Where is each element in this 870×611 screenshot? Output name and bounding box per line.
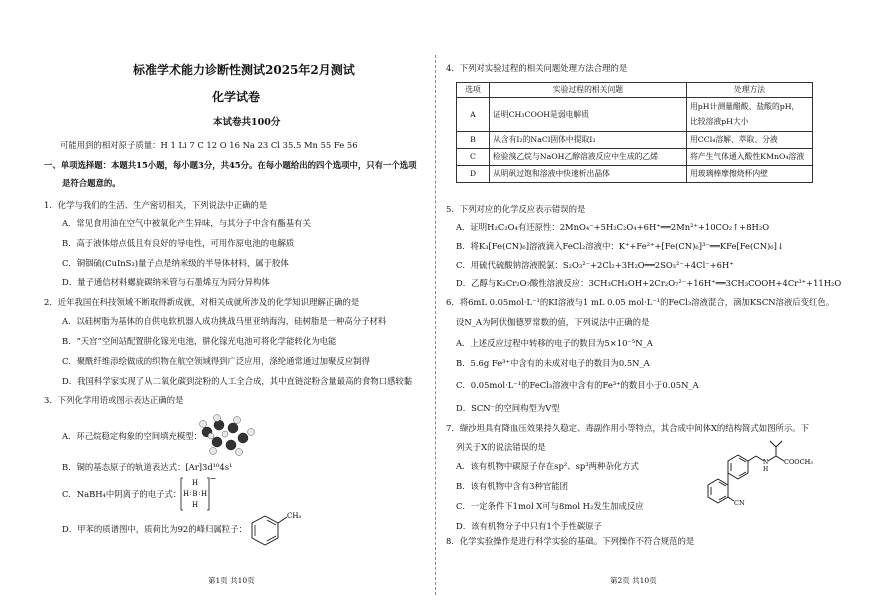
- amine-h: H: [763, 466, 769, 473]
- q4-row-b-method: 用CCl₄溶解、萃取、分液: [687, 132, 813, 149]
- q6-option-c: C．0.05mol·L⁻¹的FeCl₃溶液中含有的Fe³⁺的数目小于0.05N_A: [456, 380, 699, 390]
- q1-option-d: D．量子通信材料螺旋碳纳米管与石墨烯互为同分异构体: [62, 277, 270, 287]
- q7-option-c: C．一定条件下1mol X可与8mol H₂发生加成反应: [456, 501, 644, 511]
- bh4-b: B: [192, 490, 198, 498]
- borohydride-electron-formula: [180, 476, 220, 512]
- q3-option-b: B．铜的基态原子的轨道表达式：[Ar]3d¹⁰4s¹: [62, 462, 233, 472]
- exam-title: 标准学术能力诊断性测试2025年2月测试: [133, 63, 355, 77]
- q4-table: [456, 82, 813, 183]
- q6-option-d: D．SCN⁻的空间构型为V型: [456, 403, 560, 413]
- q4-row-d-option: D: [457, 166, 490, 183]
- q4-row-a-method-line1: 用pH计测量醋酸、盐酸的pH，: [690, 102, 800, 111]
- q4-row-a-method: [687, 98, 813, 132]
- page-divider: [435, 55, 436, 595]
- cyano-group: CN: [734, 499, 745, 507]
- ester-group: COOCH₃: [784, 458, 813, 466]
- q4-col-method: 处理方法: [687, 83, 813, 98]
- score-note: 本试卷共100分: [213, 117, 281, 128]
- bh4-pair-right: :: [198, 490, 201, 497]
- q5-option-c: C．用硫代硫酸钠溶液脱氯：S₂O₃²⁻+2Cl₂+3H₂O══2SO₃²⁻+4Cl⁻+6H⁺: [456, 260, 734, 270]
- q4-row-a-method-line2: 比较溶液pH大小: [690, 117, 749, 126]
- section1-heading-cont: 是符合题意的。: [62, 178, 121, 188]
- q7-stem: 7．缬沙坦具有降血压效果持久稳定、毒副作用小等特点，其合成中间体X的结构简式如图所示。下: [446, 423, 810, 433]
- q7-option-a: A．该有机物中碳原子存在sp²、sp³两种杂化方式: [456, 461, 639, 471]
- q4-col-option: 选项: [457, 83, 490, 98]
- bh4-h-top: H: [191, 479, 199, 487]
- q8-stem: 8．化学实验操作是进行科学实验的基础。下列操作不符合规范的是: [446, 536, 695, 546]
- page-footer-right: 第2页 共10页: [610, 576, 657, 585]
- q3-option-d: D．甲苯的质谱图中，质荷比为92的峰归属粒子：: [62, 524, 247, 534]
- toluene-methyl: CH₃: [287, 512, 302, 520]
- q4-stem: 4．下列对实验过程的相关问题处理方法合理的是: [446, 63, 628, 73]
- q3-stem: 3．下列化学用语或图示表达正确的是: [44, 395, 184, 405]
- q2-stem: 2．近年我国在科技领域不断取得新成就，对相关成就所涉及的化学知识理解正确的是: [44, 297, 360, 307]
- q5-option-a: A．证明H₂C₂O₄有还原性：2MnO₄⁻+5H₂C₂O₄+6H⁺══2Mn²⁺+10CO₂↑+8H₂O: [456, 222, 770, 232]
- cyclohexane-space-filling-model: [195, 416, 255, 458]
- q4-row-a-problem: 证明CH₃COOH是弱电解质: [490, 98, 687, 132]
- q1-option-a: A．常见食用油在空气中被氧化产生异味，与其分子中含有酯基有关: [62, 218, 311, 228]
- q4-row-b-problem: 从含有I₂的NaCl固体中提取I₂: [490, 132, 687, 149]
- atomic-masses: 可能用到的相对原子质量：H 1 Li 7 C 12 O 16 Na 23 Cl 35.5 Mn 55 Fe 56: [60, 140, 358, 150]
- table-row: [457, 98, 813, 132]
- q4-row-c-option: C: [457, 149, 490, 166]
- q6-option-a: A．上述反应过程中转移的电子的数目为5×10⁻⁵N_A: [456, 338, 653, 348]
- q3-option-a: A．环己烷稳定构象的空间填充模型：: [62, 431, 203, 441]
- q6-stem: 6．将6mL 0.05mol·L⁻¹的KI溶液与1 mL 0.05 mol·L⁻¹的FeCl₃溶液混合，滴加KSCN溶液后变红色。: [446, 297, 835, 307]
- q4-row-d-problem: 从明矾过饱和溶液中快速析出晶体: [490, 166, 687, 183]
- q1-option-b: B．高于液体熔点低且有良好的导电性，可用作原电池的电解质: [62, 238, 295, 248]
- q4-row-c-method: 将产生气体通入酸性KMnO₄溶液: [687, 149, 813, 166]
- q6-option-b: B．5.6g Fe³⁺中含有的未成对电子的数目为0.5N_A: [456, 358, 650, 368]
- amine-nh: N: [763, 459, 769, 466]
- table-row: [457, 166, 813, 183]
- table-row: [457, 132, 813, 149]
- q4-table-header: [457, 83, 813, 98]
- q3-option-c: C．NaBH₄中阴离子的电子式：: [62, 489, 182, 499]
- q2-option-a: A．以硅树脂为基体的自供电软机器人成功挑战马里亚纳海沟，硅树脂是一种高分子材料: [62, 316, 387, 326]
- q1-stem: 1．化学与我们的生活、生产密切相关，下列说法中正确的是: [44, 200, 268, 210]
- q4-row-b-option: B: [457, 132, 490, 149]
- bh4-h-right: H: [200, 490, 208, 498]
- bh4-pair-left: :: [189, 490, 192, 497]
- q4-col-problem: 实验过程的相关问题: [490, 83, 687, 98]
- section1-heading: 一、单项选择题：本题共15小题，每小题3分，共45分。在每小题给出的四个选项中，只有一个选项: [44, 160, 417, 170]
- bh4-charge: −: [209, 474, 217, 483]
- q2-option-c: C．聚酰纤维添绘做成的织物在航空领域得到广泛应用，涤纶通常通过加聚反应制得: [62, 356, 370, 366]
- table-row: [457, 149, 813, 166]
- q1-option-c: C．铜铟硫(CuInS₂)量子点是纳米级的半导体材料，属于胶体: [62, 258, 289, 268]
- subject-title: 化学试卷: [212, 90, 261, 104]
- bh4-h-left: H: [182, 490, 190, 498]
- q4-row-a-option: A: [457, 98, 490, 132]
- page-footer-left: 第1页 共10页: [208, 576, 255, 585]
- q4-row-d-method: 用玻璃棒摩擦烧杯内壁: [687, 166, 813, 183]
- compound-x-structure: [690, 445, 835, 515]
- q6-stem-cont: 设N_A为阿伏伽德罗常数的值，下列说法中正确的是: [456, 317, 650, 327]
- q7-stem-cont: 列关于X的说法错误的是: [456, 442, 546, 452]
- q5-option-b: B．将K₃[Fe(CN)₆]溶液滴入FeCl₂溶液中：K⁺+Fe²⁺+[Fe(CN)₆]³⁻══KFe[Fe(CN)₆]↓: [456, 241, 784, 251]
- bh4-h-bottom: H: [191, 501, 199, 509]
- q5-option-d: D．乙醇与K₂Cr₂O₇酸性溶液反应：3CH₃CH₂OH+2Cr₂O₇²⁻+16H⁺══3CH₃COOH+4Cr³⁺+11H₂O: [456, 278, 842, 288]
- q2-option-d: D．我国科学家实现了从二氧化碳到淀粉的人工全合成，其中直链淀粉含量最高的食物口感较黏: [62, 376, 413, 386]
- toluene-ion-structure: [250, 510, 310, 550]
- q7-option-b: B．该有机物中含有3种官能团: [456, 481, 568, 491]
- q4-row-c-problem: 检验溴乙烷与NaOH乙醇溶液反应中生成的乙烯: [490, 149, 687, 166]
- q5-stem: 5．下列对应的化学反应表示错误的是: [446, 204, 586, 214]
- q7-option-d: D．该有机物分子中只有1个手性碳原子: [456, 521, 603, 531]
- q2-option-b: B．“天宫”空间站配置肼化镓光电池，肼化镓光电池可将化学能转化为电能: [62, 336, 337, 346]
